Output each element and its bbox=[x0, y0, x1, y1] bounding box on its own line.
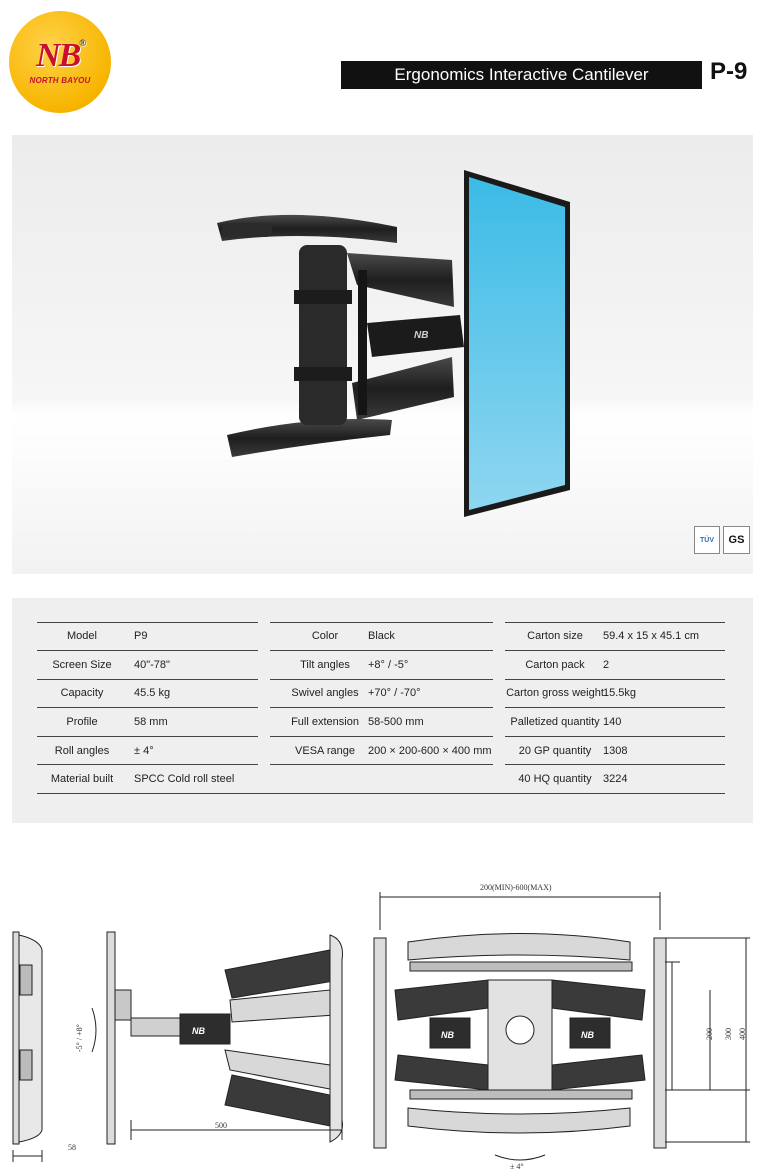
vertical-mount-column bbox=[299, 245, 347, 425]
spec-value: 15.5kg bbox=[603, 687, 637, 700]
spec-value: 140 bbox=[603, 716, 622, 729]
tuv-certification-badge: TÜV bbox=[694, 526, 720, 554]
mount-hinge-upper bbox=[294, 290, 352, 304]
spec-value: ± 4° bbox=[134, 744, 154, 757]
spec-label: Tilt angles bbox=[300, 658, 350, 671]
tilt-range-label: -5° / +8° bbox=[75, 1024, 84, 1052]
tilt-arrow bbox=[92, 1008, 96, 1052]
tv-screen-display bbox=[469, 177, 565, 510]
spec-label: Roll angles bbox=[54, 744, 110, 757]
model-code: P-9 bbox=[710, 58, 748, 85]
gs-certification-badge: GS bbox=[723, 526, 750, 554]
spec-value: Black bbox=[368, 630, 395, 643]
spec-label: Material built bbox=[50, 773, 114, 786]
mount-hinge-lower bbox=[294, 367, 352, 381]
spec-value: 58 mm bbox=[134, 716, 168, 729]
spec-value: P9 bbox=[134, 630, 148, 643]
spec-label: Model bbox=[67, 630, 97, 643]
spec-value: 40"-78" bbox=[134, 658, 170, 671]
spec-row bbox=[37, 765, 725, 794]
spec-row bbox=[37, 679, 725, 708]
spec-value: 2 bbox=[603, 658, 610, 671]
roll-angle-label: ± 4° bbox=[510, 1162, 524, 1171]
spec-label: Swivel angles bbox=[291, 687, 359, 700]
spec-row bbox=[37, 622, 725, 651]
spec-label: 20 GP quantity bbox=[518, 744, 592, 757]
vesa-height-300-label: 300 bbox=[724, 1028, 733, 1040]
spec-label: Full extension bbox=[291, 716, 359, 729]
spec-value: SPCC Cold roll steel bbox=[134, 773, 235, 786]
spec-label: Carton pack bbox=[525, 658, 585, 671]
spec-value: 58-500 mm bbox=[368, 716, 424, 729]
spec-value: 3224 bbox=[603, 773, 628, 786]
product-photo bbox=[12, 135, 753, 574]
spec-value: 45.5 kg bbox=[134, 687, 171, 700]
spec-label: Palletized quantity bbox=[510, 716, 600, 729]
spec-value: +8° / -5° bbox=[368, 658, 409, 671]
spec-value: 1308 bbox=[603, 744, 628, 757]
spec-bottom-rule bbox=[37, 793, 725, 794]
logo-brand-name: NORTH BAYOU bbox=[29, 76, 91, 85]
spec-label: Screen Size bbox=[52, 658, 112, 671]
extension-label: 500 bbox=[215, 1121, 227, 1130]
page-title: Ergonomics Interactive Cantilever bbox=[394, 65, 649, 84]
spec-label: Carton size bbox=[527, 630, 583, 643]
arm-brand-logo: NB bbox=[414, 330, 429, 341]
spec-value: 59.4 x 15 x 45.1 cm bbox=[603, 630, 699, 643]
spec-label: 40 HQ quantity bbox=[518, 773, 592, 786]
side-profile-drawing bbox=[13, 932, 42, 1162]
spec-row bbox=[37, 651, 725, 680]
logo-letters: NB bbox=[36, 37, 80, 74]
upper-plate-grip bbox=[222, 223, 272, 237]
spec-value: +70° / -70° bbox=[368, 687, 421, 700]
technical-drawings bbox=[0, 880, 760, 1175]
north-bayou-logo bbox=[9, 11, 111, 113]
spec-label: Carton gross weight bbox=[506, 687, 604, 700]
spec-label: Profile bbox=[66, 716, 98, 729]
front-right-arm-logo: NB bbox=[581, 1030, 594, 1040]
front-view-drawing bbox=[374, 892, 750, 1160]
spec-row bbox=[37, 708, 725, 737]
spec-label: Color bbox=[311, 630, 339, 643]
tv-mount-illustration bbox=[12, 135, 753, 574]
spec-label: VESA range bbox=[295, 744, 355, 757]
spec-value: 200 × 200-600 × 400 mm bbox=[368, 744, 492, 757]
vesa-width-label: 200(MIN)-600(MAX) bbox=[480, 883, 552, 892]
drawing-arm-logo: NB bbox=[192, 1026, 205, 1036]
spec-row bbox=[37, 736, 725, 765]
specification-panel bbox=[12, 598, 753, 823]
lower-arm bbox=[352, 357, 454, 420]
registered-mark: ® bbox=[79, 38, 84, 48]
profile-depth-label: 58 bbox=[68, 1143, 76, 1152]
vesa-height-400-label: 400 bbox=[738, 1028, 747, 1040]
spec-label: Capacity bbox=[60, 687, 104, 700]
extended-arm-drawing bbox=[107, 932, 343, 1144]
front-left-arm-logo: NB bbox=[441, 1030, 454, 1040]
vesa-height-200-label: 200 bbox=[705, 1028, 714, 1040]
arm-pivot-pole bbox=[358, 270, 367, 415]
specification-table bbox=[37, 622, 725, 794]
page-title-bar bbox=[341, 61, 702, 89]
